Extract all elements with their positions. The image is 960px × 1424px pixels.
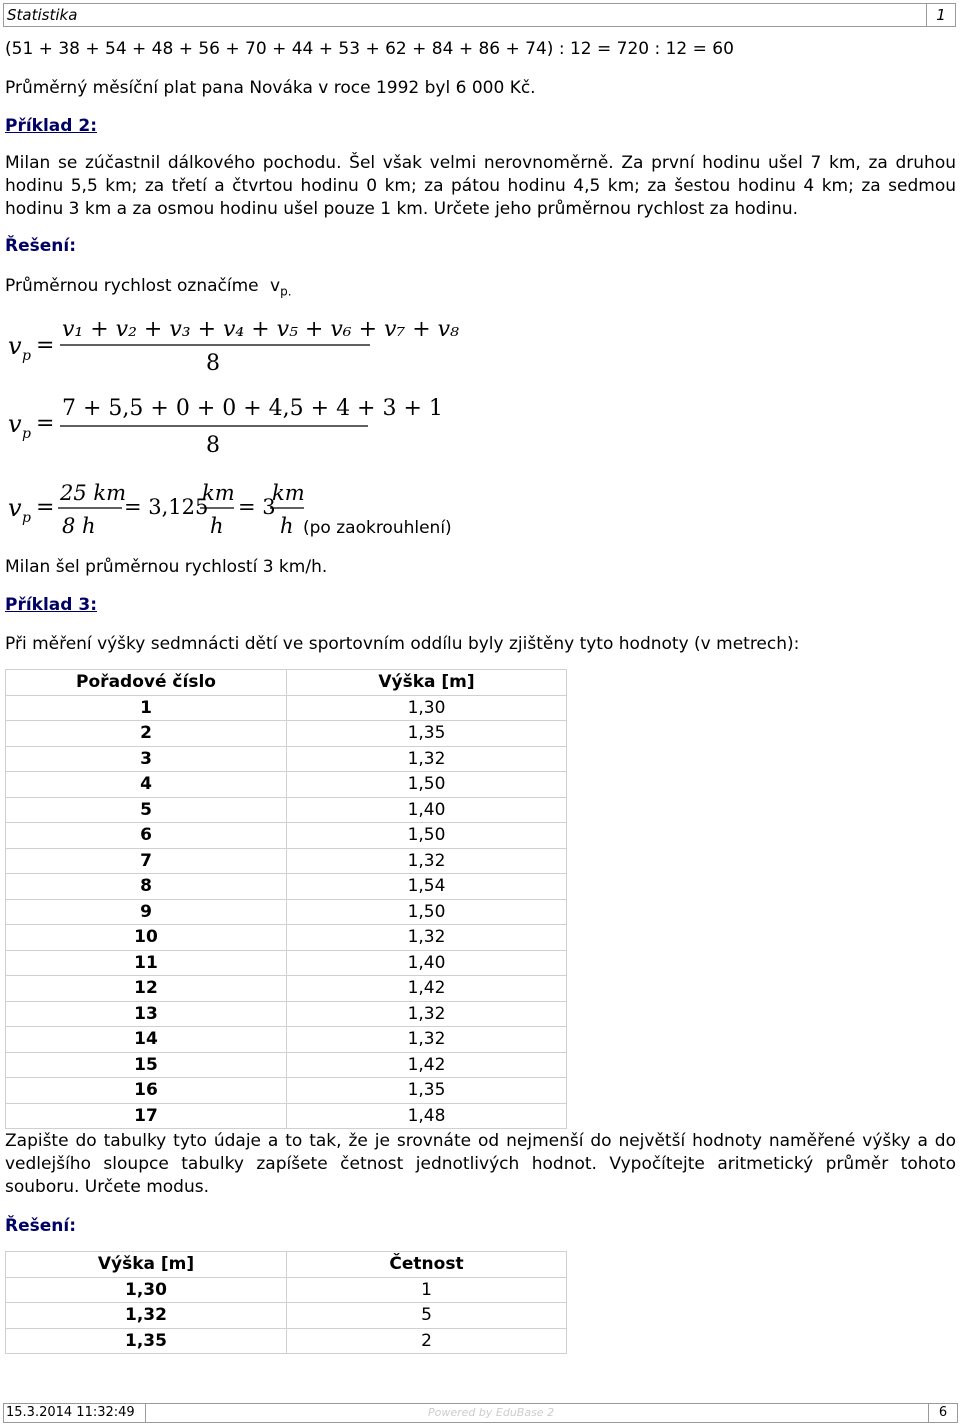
result-sentence: Milan šel průměrnou rychlostí 3 km/h.: [5, 557, 328, 577]
speed-intro-var: v: [270, 276, 281, 296]
table-cell-second: 1,35: [287, 1078, 567, 1104]
task-text: Zapište do tabulky tyto údaje a to tak, že je srovnáte od nejmenší do největší hodnoty naměřené výšky a do vedlejšího sloupce tabulky zapíšete četnost jednotlivých hodnot. Vypočítejte aritmetický průměr tohoto souboru. Určete modus.: [5, 1131, 956, 1197]
table-cell-second: 1,54: [287, 874, 567, 900]
solution-heading-2: Řešení:: [5, 1216, 76, 1236]
table-cell-first: 8: [6, 874, 287, 900]
f1-eq: =: [36, 333, 55, 358]
table-cell-second: 1,42: [287, 1052, 567, 1078]
page-header: [3, 3, 956, 27]
rounding-note: (po zaokrouhlení): [303, 518, 452, 538]
table-cell-second: 1: [287, 1277, 567, 1303]
table-cell-second: 1,30: [287, 695, 567, 721]
table-row: [6, 746, 567, 772]
salary-sentence: Průměrný měsíční plat pana Nováka v roce 1992 byl 6 000 Kč.: [5, 78, 536, 98]
column-header: Výška [m]: [6, 1252, 287, 1278]
f1-numerator: v₁ + v₂ + v₃ + v₄ + v₅ + v₆ + v₇ + v₈: [62, 317, 459, 342]
table-cell-first: 2: [6, 721, 287, 747]
table-cell-first: 3: [6, 746, 287, 772]
table-cell-second: 1,48: [287, 1103, 567, 1129]
table-cell-first: 9: [6, 899, 287, 925]
f3-mid: = 3,125: [124, 495, 209, 519]
table-row: [6, 1277, 567, 1303]
column-header: Četnost: [287, 1252, 567, 1278]
table-cell-first: 13: [6, 1001, 287, 1027]
table-cell-first: 1: [6, 695, 287, 721]
header-title: Statistika: [7, 6, 78, 24]
speed-intro-text: Průměrnou rychlost označíme: [5, 276, 259, 296]
footer-powered-by: Powered by EduBase 2: [428, 1406, 555, 1419]
f3-b-numerator: km: [202, 481, 235, 505]
table-cell-first: 1,30: [6, 1277, 287, 1303]
f2-denominator: 8: [206, 433, 220, 458]
table-row: [6, 925, 567, 951]
table-cell-second: 1,32: [287, 925, 567, 951]
table-row: [6, 1328, 567, 1354]
formula-block: [4, 312, 474, 552]
example-3-text: Při měření výšky sedmnácti dětí ve sportovním oddílu byly zjištěny tyto hodnoty (v metrech):: [5, 634, 800, 654]
solution-heading-1: Řešení:: [5, 236, 76, 256]
table-cell-second: 1,50: [287, 772, 567, 798]
table-cell-first: 14: [6, 1027, 287, 1053]
table-header-row: [6, 1252, 567, 1278]
f2-eq: =: [36, 411, 55, 436]
f1-lhs-sub: p: [22, 348, 31, 364]
table-row: [6, 772, 567, 798]
table-cell-first: 7: [6, 848, 287, 874]
table-row: [6, 848, 567, 874]
heights-table: [5, 669, 567, 1129]
f3-lhs-sub: p: [22, 510, 31, 526]
table-row: [6, 1103, 567, 1129]
footer-datetime: 15.3.2014 11:32:49: [4, 1404, 146, 1422]
table-cell-second: 2: [287, 1328, 567, 1354]
column-header: Výška [m]: [287, 670, 567, 696]
table-row: [6, 950, 567, 976]
table-cell-first: 5: [6, 797, 287, 823]
table-cell-first: 11: [6, 950, 287, 976]
f1-lhs: v: [8, 332, 22, 360]
table-row: [6, 823, 567, 849]
calculation-line: (51 + 38 + 54 + 48 + 56 + 70 + 44 + 53 + 62 + 84 + 86 + 74) : 12 = 720 : 12 = 60: [5, 39, 734, 59]
table-row: [6, 1052, 567, 1078]
f3-c-numerator: km: [272, 481, 305, 505]
f3-lhs: v: [8, 494, 22, 522]
table-cell-second: 1,40: [287, 797, 567, 823]
table-header-row: [6, 670, 567, 696]
f3-b-denominator: h: [210, 514, 224, 538]
f2-lhs: v: [8, 410, 22, 438]
table-cell-first: 16: [6, 1078, 287, 1104]
f3-a-denominator: 8 h: [62, 514, 96, 538]
table-row: [6, 1078, 567, 1104]
f3-eq3: = 3: [238, 495, 276, 519]
speed-intro: [5, 275, 292, 302]
table-cell-second: 1,42: [287, 976, 567, 1002]
table-cell-first: 17: [6, 1103, 287, 1129]
page-footer: [3, 1403, 958, 1423]
table-cell-first: 1,32: [6, 1303, 287, 1329]
frequency-table: [5, 1251, 567, 1354]
table-row: [6, 874, 567, 900]
formula-3: [8, 481, 305, 538]
table-cell-first: 4: [6, 772, 287, 798]
table-cell-first: 10: [6, 925, 287, 951]
table-cell-second: 1,32: [287, 1027, 567, 1053]
table-cell-second: 1,50: [287, 899, 567, 925]
table-cell-first: 15: [6, 1052, 287, 1078]
formula-1: [8, 317, 459, 376]
table-cell-second: 1,50: [287, 823, 567, 849]
table-row: [6, 695, 567, 721]
example-2-heading: Příklad 2:: [5, 116, 97, 136]
f3-eq: =: [36, 495, 55, 520]
table-row: [6, 797, 567, 823]
table-row: [6, 1027, 567, 1053]
formula-2: [8, 396, 443, 458]
footer-page-number: 6: [928, 1404, 957, 1422]
example-3-heading: Příklad 3:: [5, 595, 97, 615]
f2-numerator: 7 + 5,5 + 0 + 0 + 4,5 + 4 + 3 + 1: [62, 396, 443, 421]
table-cell-first: 6: [6, 823, 287, 849]
f3-c-denominator: h: [280, 514, 294, 538]
table-row: [6, 899, 567, 925]
table-cell-second: 1,40: [287, 950, 567, 976]
table-cell-second: 1,32: [287, 1001, 567, 1027]
example-2-text: Milan se zúčastnil dálkového pochodu. Šel však velmi nerovnoměrně. Za první hodinu ušel 7 km, za druhou hodinu 5,5 km; za třetí a čtvrtou hodinu 0 km; za pátou hodinu 4,5 km; za šestou hodinu 4 km; za sedmou hodinu 3 km a za osmou hodinu ušel pouze 1 km. Určete jeho průměrnou rychlost za hodinu.: [5, 153, 956, 219]
header-page-number: 1: [926, 4, 955, 26]
table-cell-first: 1,35: [6, 1328, 287, 1354]
table-row: [6, 1303, 567, 1329]
f3-a-numerator: 25 km: [60, 481, 127, 505]
table-row: [6, 1001, 567, 1027]
table-cell-second: 5: [287, 1303, 567, 1329]
table-row: [6, 721, 567, 747]
table-cell-first: 12: [6, 976, 287, 1002]
table-cell-second: 1,32: [287, 848, 567, 874]
table-cell-second: 1,35: [287, 721, 567, 747]
f1-denominator: 8: [206, 351, 220, 376]
table-cell-second: 1,32: [287, 746, 567, 772]
column-header: Pořadové číslo: [6, 670, 287, 696]
f2-lhs-sub: p: [22, 426, 31, 442]
table-row: [6, 976, 567, 1002]
speed-intro-sub: p.: [280, 284, 292, 299]
